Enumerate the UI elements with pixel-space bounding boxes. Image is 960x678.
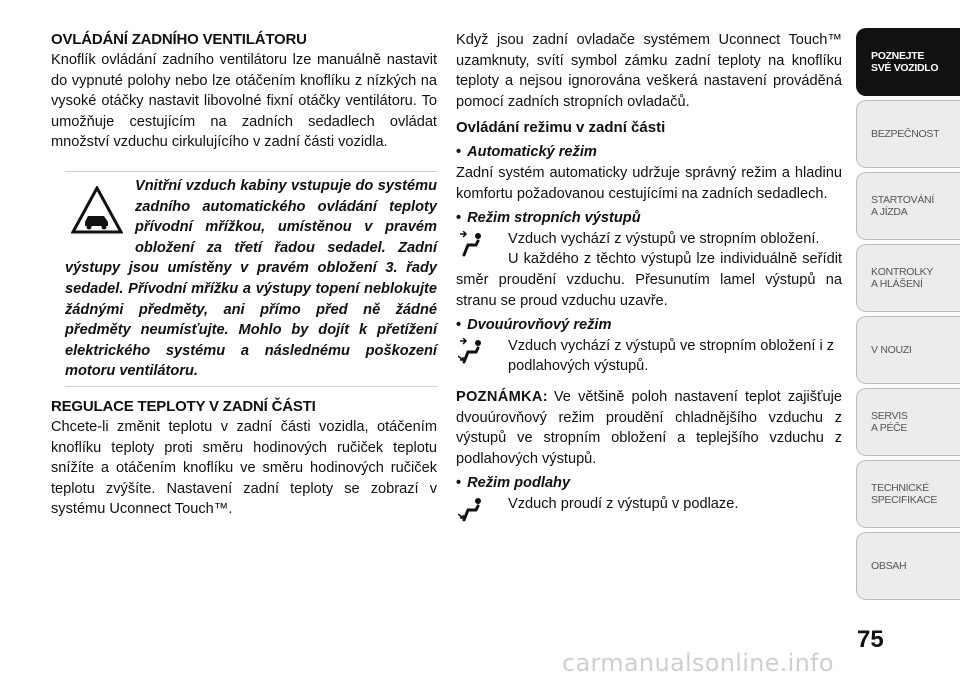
floor-mode-icon	[458, 496, 488, 522]
heading-rear-mode: Ovládání režimu v zadní části	[456, 119, 666, 137]
mode-floor-text: Vzduch proudí z výstupů v podlaze.	[508, 495, 739, 512]
mode-floor-title: • Režim podlahy	[456, 475, 571, 492]
paragraph-lock: Když jsou zadní ovladače systémem Uconnect Touch™ uzamknuty, svítí symbol zámku zadní teploty na knoflíku teploty a nejsou ignorována veškerá nastavení prováděná pomocí zadních stropních ovladačů.	[456, 32, 842, 110]
mode-auto-text: Zadní systém automaticky udržuje správný režim a hladinu komfortu požadovanou cestujícími na zadních sedadlech.	[456, 164, 842, 202]
mode-ceiling-text2: U každého z těchto výstupů lze individuálně seřídit směr proudění vzduchu. Přesunutím lamel výstupů na stranu se proud vzduchu uzavře.	[456, 251, 842, 309]
tab-indicators-messages[interactable]: KONTROLKY A HLÁŠENÍ	[856, 244, 960, 312]
warning-triangle-car-icon	[71, 186, 123, 234]
tab-technical-specs[interactable]: TECHNICKÉ SPECIFIKACE	[856, 460, 960, 528]
mode-bilevel-block	[456, 336, 842, 377]
mode-auto-title: • Automatický režim	[456, 144, 597, 161]
bilevel-mode-icon	[458, 338, 488, 364]
mode-bilevel-title: • Dvouúrovňový režim	[456, 317, 612, 334]
tab-safety[interactable]: BEZPEČNOST	[856, 100, 960, 168]
note: POZNÁMKA: Ve většině poloh nastavení teplot zajišťuje dvouúrovňový režim proudění chladnějšího vzduchu z výstupů ve stropním obložení a teplejšího vzduchu z podlahových výstupů.	[456, 388, 842, 467]
left-column	[51, 30, 437, 520]
watermark: carmanualsonline.info	[562, 649, 834, 677]
tab-emergency[interactable]: V NOUZI	[856, 316, 960, 384]
chapter-tabs	[856, 28, 960, 604]
page-number: 75	[857, 626, 884, 653]
warning-box	[65, 171, 437, 387]
heading-rear-fan-control: OVLÁDÁNÍ ZADNÍHO VENTILÁTORU	[51, 31, 307, 48]
tab-contents[interactable]: OBSAH	[856, 532, 960, 600]
heading-rear-temp: REGULACE TEPLOTY V ZADNÍ ČÁSTI	[51, 397, 316, 415]
warning-text: Vnitřní vzduch kabiny vstupuje do systému zadního automatického ovládání teploty přívodní mřížkou, umístěnou v pravém obložení za třetí řadou sedadel. Zadní výstupy jsou umístěny v pravém obložení 3. řady sedadel. Přívodní mřížku a výstupy topení neblokujte žádnými předměty, ani přímo před ně žádné předměty neumísťujte. Mohlo by dojít k přetížení elektrického systému a následnému poškození motoru ventilátoru.	[65, 177, 437, 380]
paragraph-rear-temp: Chcete-li změnit teplotu v zadní části vozidla, otáčením knoflíku teploty proti směru hodinových ručiček teplotu snížíte a otáčením knoflíku ve směru hodinových ručiček teplotu zvýšíte. Nastavení zadní teploty se zobrazí v systému Uconnect Touch™.	[51, 418, 437, 518]
right-column	[456, 30, 842, 514]
tab-know-your-vehicle[interactable]: POZNEJTE SVÉ VOZIDLO	[856, 28, 960, 96]
tab-starting-driving[interactable]: STARTOVÁNÍ A JÍZDA	[856, 172, 960, 240]
ceiling-vent-mode-icon	[458, 231, 488, 257]
mode-ceiling-text1: Vzduch vychází z výstupů ve stropním obložení.	[508, 230, 820, 247]
tab-service-care[interactable]: SERVIS A PÉČE	[856, 388, 960, 456]
mode-floor-block	[456, 494, 842, 515]
mode-ceiling-title: • Režim stropních výstupů	[456, 210, 641, 227]
paragraph-rear-fan: Knoflík ovládání zadního ventilátoru lze manuálně nastavit do vypnuté polohy nebo lze otáčením knoflíku z nízkých na vysoké otáčky nastavit libovolné fixní otáčky ventilátoru. To umožňuje cestujícím na zadních sedadlech ovládat množství vzduchu cirkulujícího v zadní části vozidla.	[51, 52, 437, 151]
mode-bilevel-text: Vzduch vychází z výstupů ve stropním obložení i z podlahových výstupů.	[508, 337, 835, 375]
mode-ceiling-block	[456, 229, 842, 311]
